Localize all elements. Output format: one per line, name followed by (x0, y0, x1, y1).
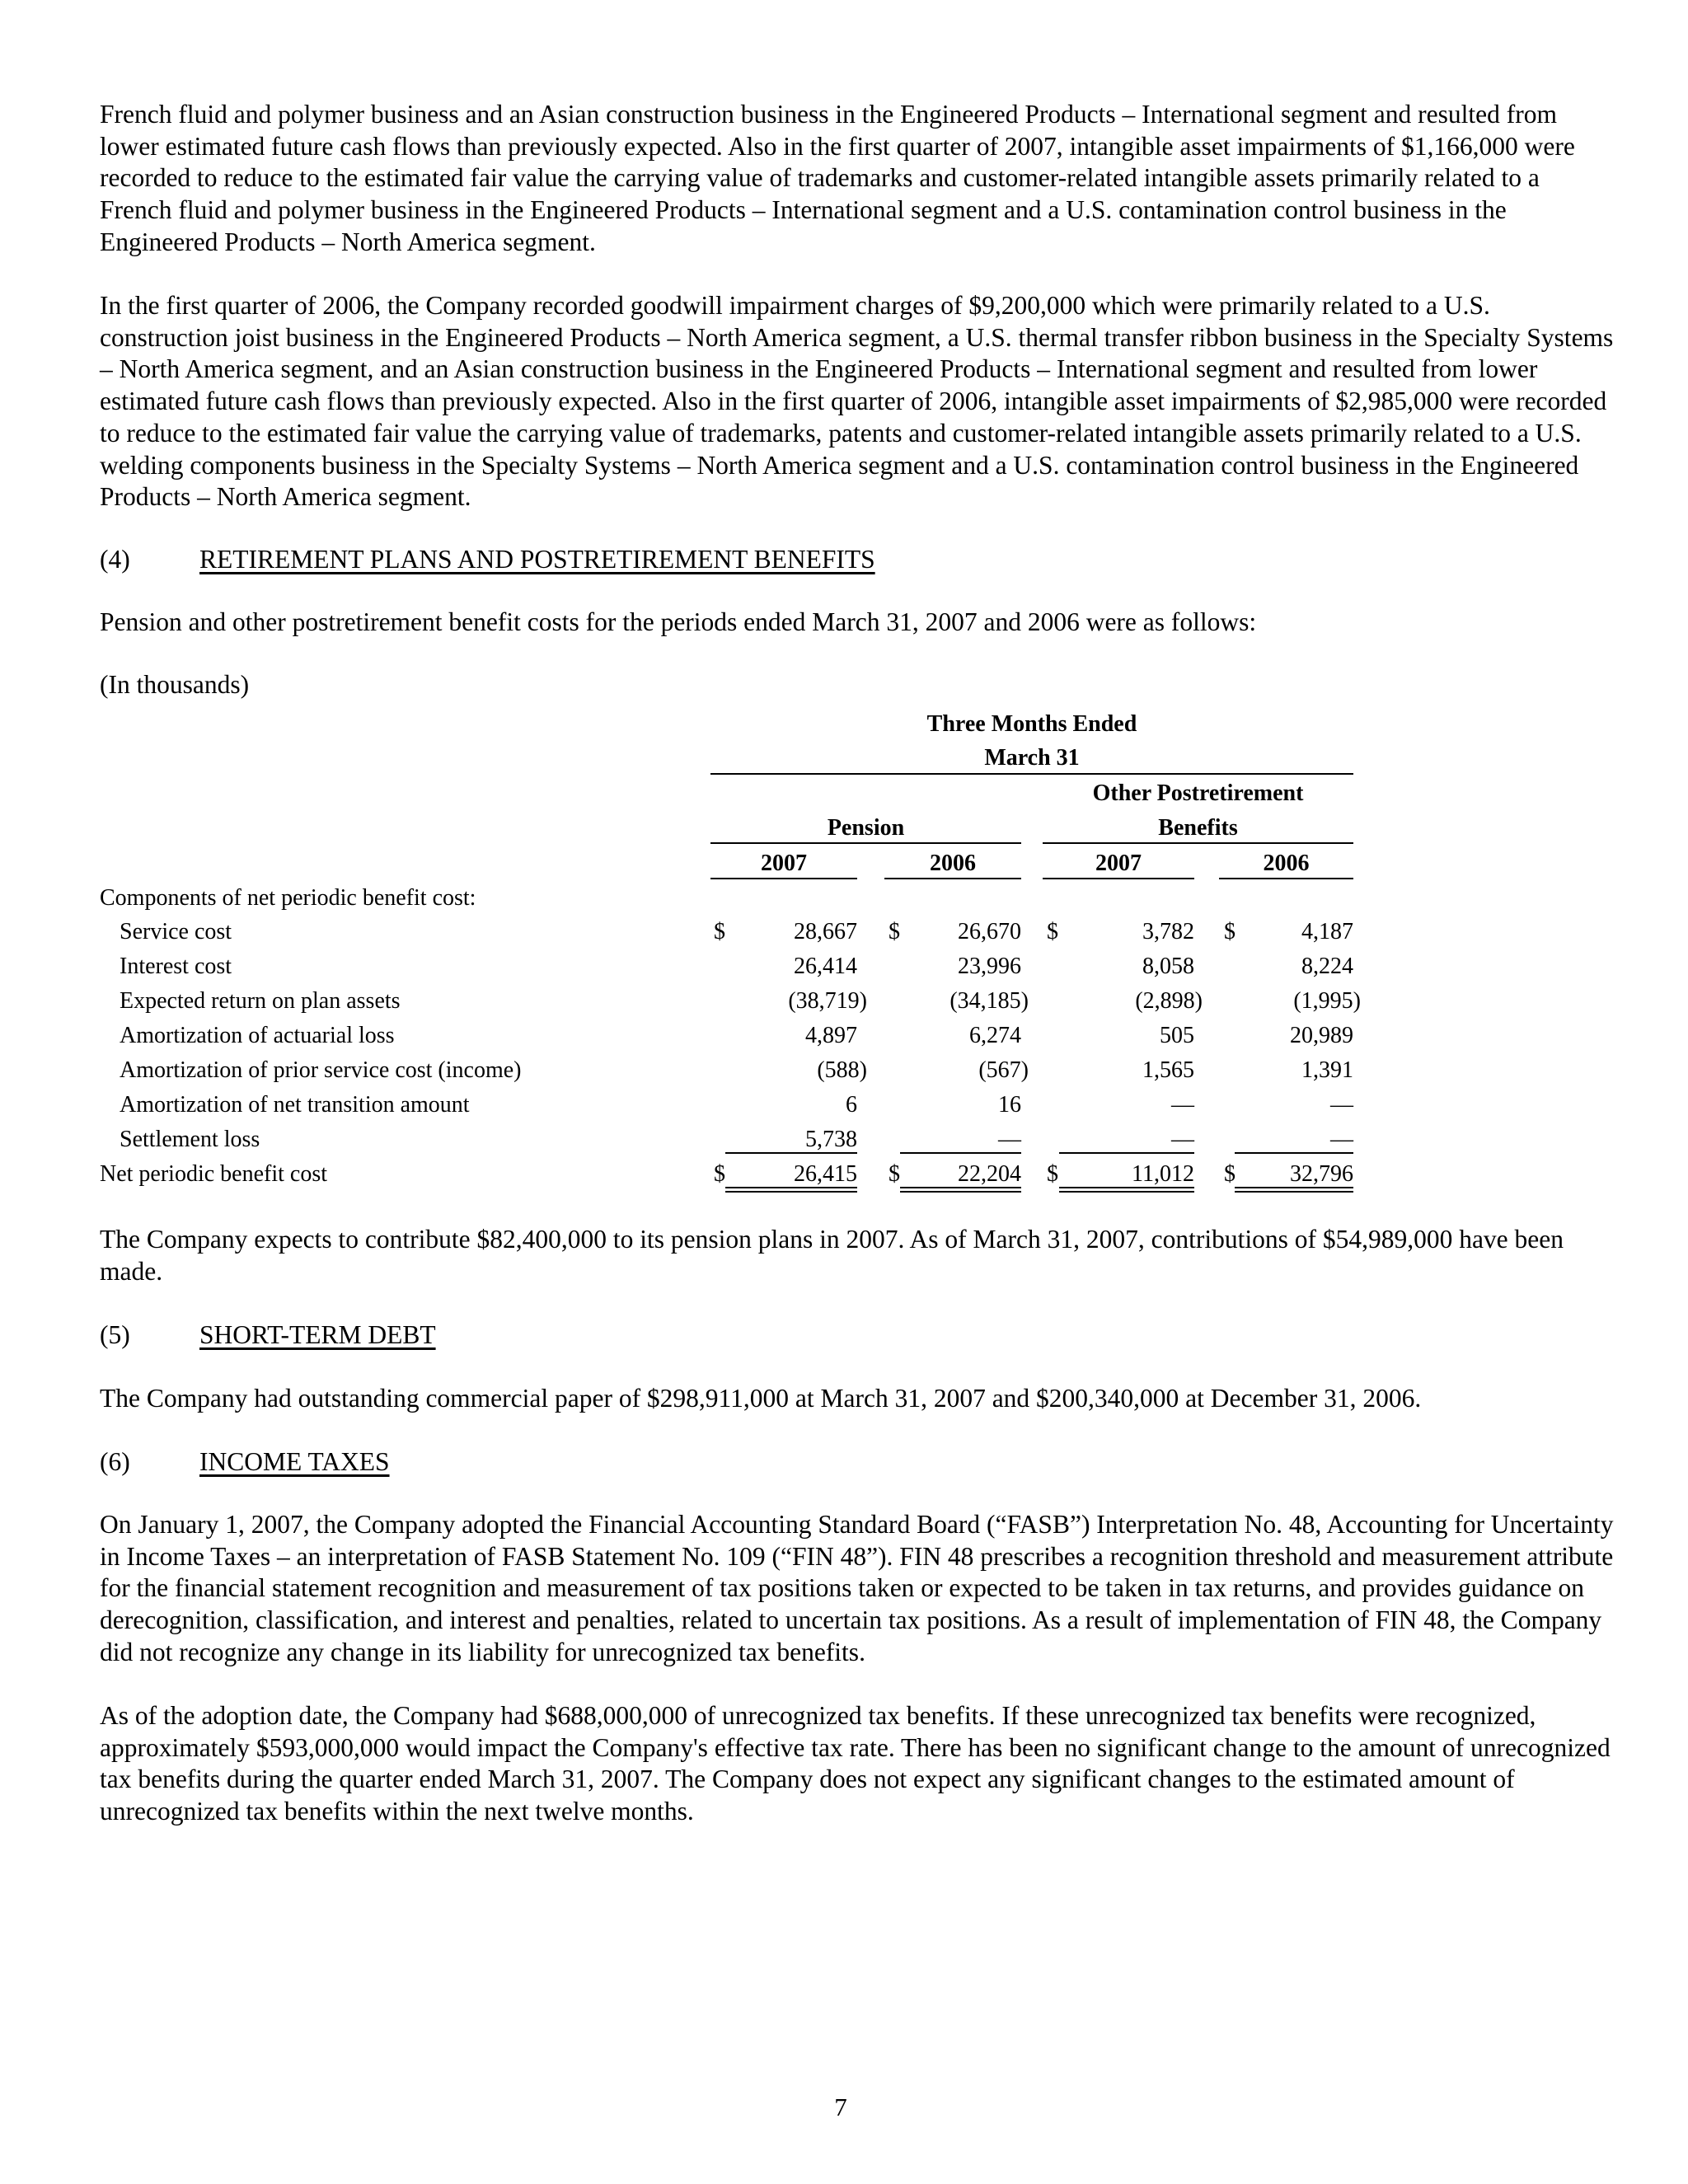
section-title: RETIREMENT PLANS AND POSTRETIREMENT BENEFITS (199, 545, 875, 574)
year-header: 2006 (930, 851, 976, 876)
table-cell: 26,414 (794, 954, 857, 979)
table-rule (884, 878, 1021, 879)
page-number: 7 (834, 2093, 847, 2121)
total-double-rule (1235, 1191, 1353, 1193)
unit-note: (In thousands) (100, 670, 250, 699)
currency-symbol: $ (1224, 1161, 1236, 1187)
currency-symbol: $ (889, 919, 900, 944)
table-cell: — (1330, 1127, 1353, 1152)
table-cell: 6,274 (969, 1023, 1021, 1048)
row-label: Expected return on plan assets (120, 988, 401, 1014)
total-double-rule (900, 1187, 1021, 1188)
row-label: Service cost (120, 919, 232, 944)
table-rule (1043, 842, 1353, 844)
table-cell: (1,995) (1293, 988, 1361, 1014)
table-cell: — (1171, 1127, 1194, 1152)
table-cell: 505 (1160, 1023, 1194, 1048)
currency-symbol: $ (1047, 1161, 1058, 1187)
table-cell: 8,058 (1142, 954, 1194, 979)
currency-symbol: $ (1224, 919, 1236, 944)
currency-symbol: $ (889, 1161, 900, 1187)
row-label: Amortization of net transition amount (120, 1092, 470, 1118)
year-header: 2007 (761, 851, 807, 876)
total-double-rule (1059, 1187, 1194, 1188)
table-cell: 4,897 (805, 1023, 857, 1048)
table-cell: 8,224 (1301, 954, 1353, 979)
subtotal-rule (900, 1152, 1021, 1154)
currency-symbol: $ (714, 1161, 725, 1187)
section-title: SHORT-TERM DEBT (199, 1320, 436, 1349)
section-number: (5) (100, 1320, 130, 1349)
row-label: Amortization of actuarial loss (120, 1023, 395, 1048)
total-double-rule (900, 1191, 1021, 1193)
total-row-label: Net periodic benefit cost (100, 1161, 328, 1187)
total-cell: 26,415 (794, 1161, 857, 1187)
total-double-rule (725, 1187, 857, 1188)
table-cell: 28,667 (794, 919, 857, 944)
table-cell: 5,738 (805, 1127, 857, 1152)
paragraph-commercial-paper: The Company had outstanding commercial paper of $298,911,000 at March 31, 2007 and $200,340,000 at December 31, 2006. (100, 1384, 1422, 1413)
subtotal-rule (1235, 1152, 1353, 1154)
currency-symbol: $ (1047, 919, 1058, 944)
table-cell: (2,898) (1135, 988, 1203, 1014)
total-double-rule (1235, 1187, 1353, 1188)
table-cell: (34,185) (950, 988, 1029, 1014)
year-header: 2006 (1263, 851, 1310, 876)
table-cell: 3,782 (1142, 919, 1194, 944)
table-rule (710, 878, 857, 879)
currency-symbol: $ (714, 919, 725, 944)
table-cell: 6 (846, 1092, 857, 1118)
paragraph-pension-intro: Pension and other postretirement benefit costs for the periods ended March 31, 2007 and 2006 were as follows: (100, 607, 1257, 636)
paragraph-unrecognized-benefits: As of the adoption date, the Company had $688,000,000 of unrecognized tax benefits. If these unrecognized tax benefits were recognized, approximately $593,000,000 would impact the Company's effective tax rate. There has been no significant change to the amount of unrecognized tax benefits during the quarter ended March 31, 2007. The Company does not expect any significant changes to the estimated amount of unrecognized tax benefits within the next twelve months. (100, 1701, 1611, 1826)
table-cell: 23,996 (958, 954, 1021, 979)
row-label: Settlement loss (120, 1127, 260, 1152)
table-rule (710, 773, 1353, 775)
table-cell: 20,989 (1290, 1023, 1353, 1048)
table-cell: (38,719) (788, 988, 867, 1014)
table-rule (710, 842, 1021, 844)
table-rule (1043, 878, 1194, 879)
group-header-pension: Pension (827, 815, 905, 841)
total-double-rule (725, 1191, 857, 1193)
table-cell: (588) (817, 1057, 867, 1083)
total-cell: 22,204 (958, 1161, 1021, 1187)
table-cell: 1,391 (1301, 1057, 1353, 1083)
section-title: INCOME TAXES (199, 1447, 390, 1476)
paragraph-impairments-2007: French fluid and polymer business and an Asian construction business in the Engineered Products – International segment and resulted from lower estimated future cash flows than previously expected. Also in the first quarter of 2007, intangible asset impairments of $1,166,000 were recorded to reduce to the estimated fair value the carrying value of trademarks and customer-related intangible assets primarily related to a French fluid and polymer business in the Engineered Products – International segment and a U.S. contamination control business in the Engineered Products – North America segment. (100, 100, 1575, 256)
table-cell: 1,565 (1142, 1057, 1194, 1083)
row-label: Interest cost (120, 954, 232, 979)
total-cell: 11,012 (1132, 1161, 1194, 1187)
table-cell: — (1330, 1092, 1353, 1118)
table-cell: 26,670 (958, 919, 1021, 944)
table-header-period: Three Months Ended (926, 711, 1137, 737)
group-header-other-line2: Benefits (1158, 815, 1238, 841)
table-section-label: Components of net periodic benefit cost: (100, 885, 476, 911)
total-cell: 32,796 (1290, 1161, 1353, 1187)
paragraph-impairments-2006: In the first quarter of 2006, the Company recorded goodwill impairment charges of $9,200,000 which were primarily related to a U.S. construction joist business in the Engineered Products – North America segment, a U.S. thermal transfer ribbon business in the Specialty Systems – North America segment, and an Asian construction business in the Engineered Products – International segment and resulted from lower estimated future cash flows than previously expected. Also in the first quarter of 2006, intangible asset impairments of $2,985,000 were recorded to reduce to the estimated fair value the carrying value of trademarks, patents and customer-related intangible assets primarily related to a U.S. welding components business in the Specialty Systems – North America segment and a U.S. contamination control business in the Engineered Products – North America segment. (100, 291, 1614, 512)
table-rule (1219, 878, 1353, 879)
subtotal-rule (1059, 1152, 1194, 1154)
group-header-other: Other Postretirement (1092, 780, 1304, 806)
total-double-rule (1059, 1191, 1194, 1193)
year-header: 2007 (1095, 851, 1142, 876)
table-cell: — (998, 1127, 1021, 1152)
table-header-period-date: March 31 (984, 745, 1080, 771)
paragraph-fin48-adoption: On January 1, 2007, the Company adopted the Financial Accounting Standard Board (“FASB”) Interpretation No. 48, Accounting for Uncertainty in Income Taxes – an interpretation of FASB Statement No. 109 (“FIN 48”). FIN 48 prescribes a recognition threshold and measurement attribute for the financial statement recognition and measurement of tax positions taken or expected to be taken in tax returns, and provides guidance on derecognition, classification, and interest and penalties, related to uncertain tax positions. As a result of implementation of FIN 48, the Company did not recognize any change in its liability for unrecognized tax benefits. (100, 1510, 1614, 1666)
table-cell: (567) (978, 1057, 1029, 1083)
table-cell: 16 (998, 1092, 1021, 1118)
paragraph-contributions: The Company expects to contribute $82,400,000 to its pension plans in 2007. As of March 31, 2007, contributions of $54,989,000 have been made. (100, 1225, 1564, 1286)
section-number: (6) (100, 1447, 130, 1476)
table-cell: 4,187 (1301, 919, 1353, 944)
section-number: (4) (100, 545, 130, 574)
table-cell: — (1171, 1092, 1194, 1118)
subtotal-rule (725, 1152, 857, 1154)
row-label: Amortization of prior service cost (income) (120, 1057, 522, 1083)
